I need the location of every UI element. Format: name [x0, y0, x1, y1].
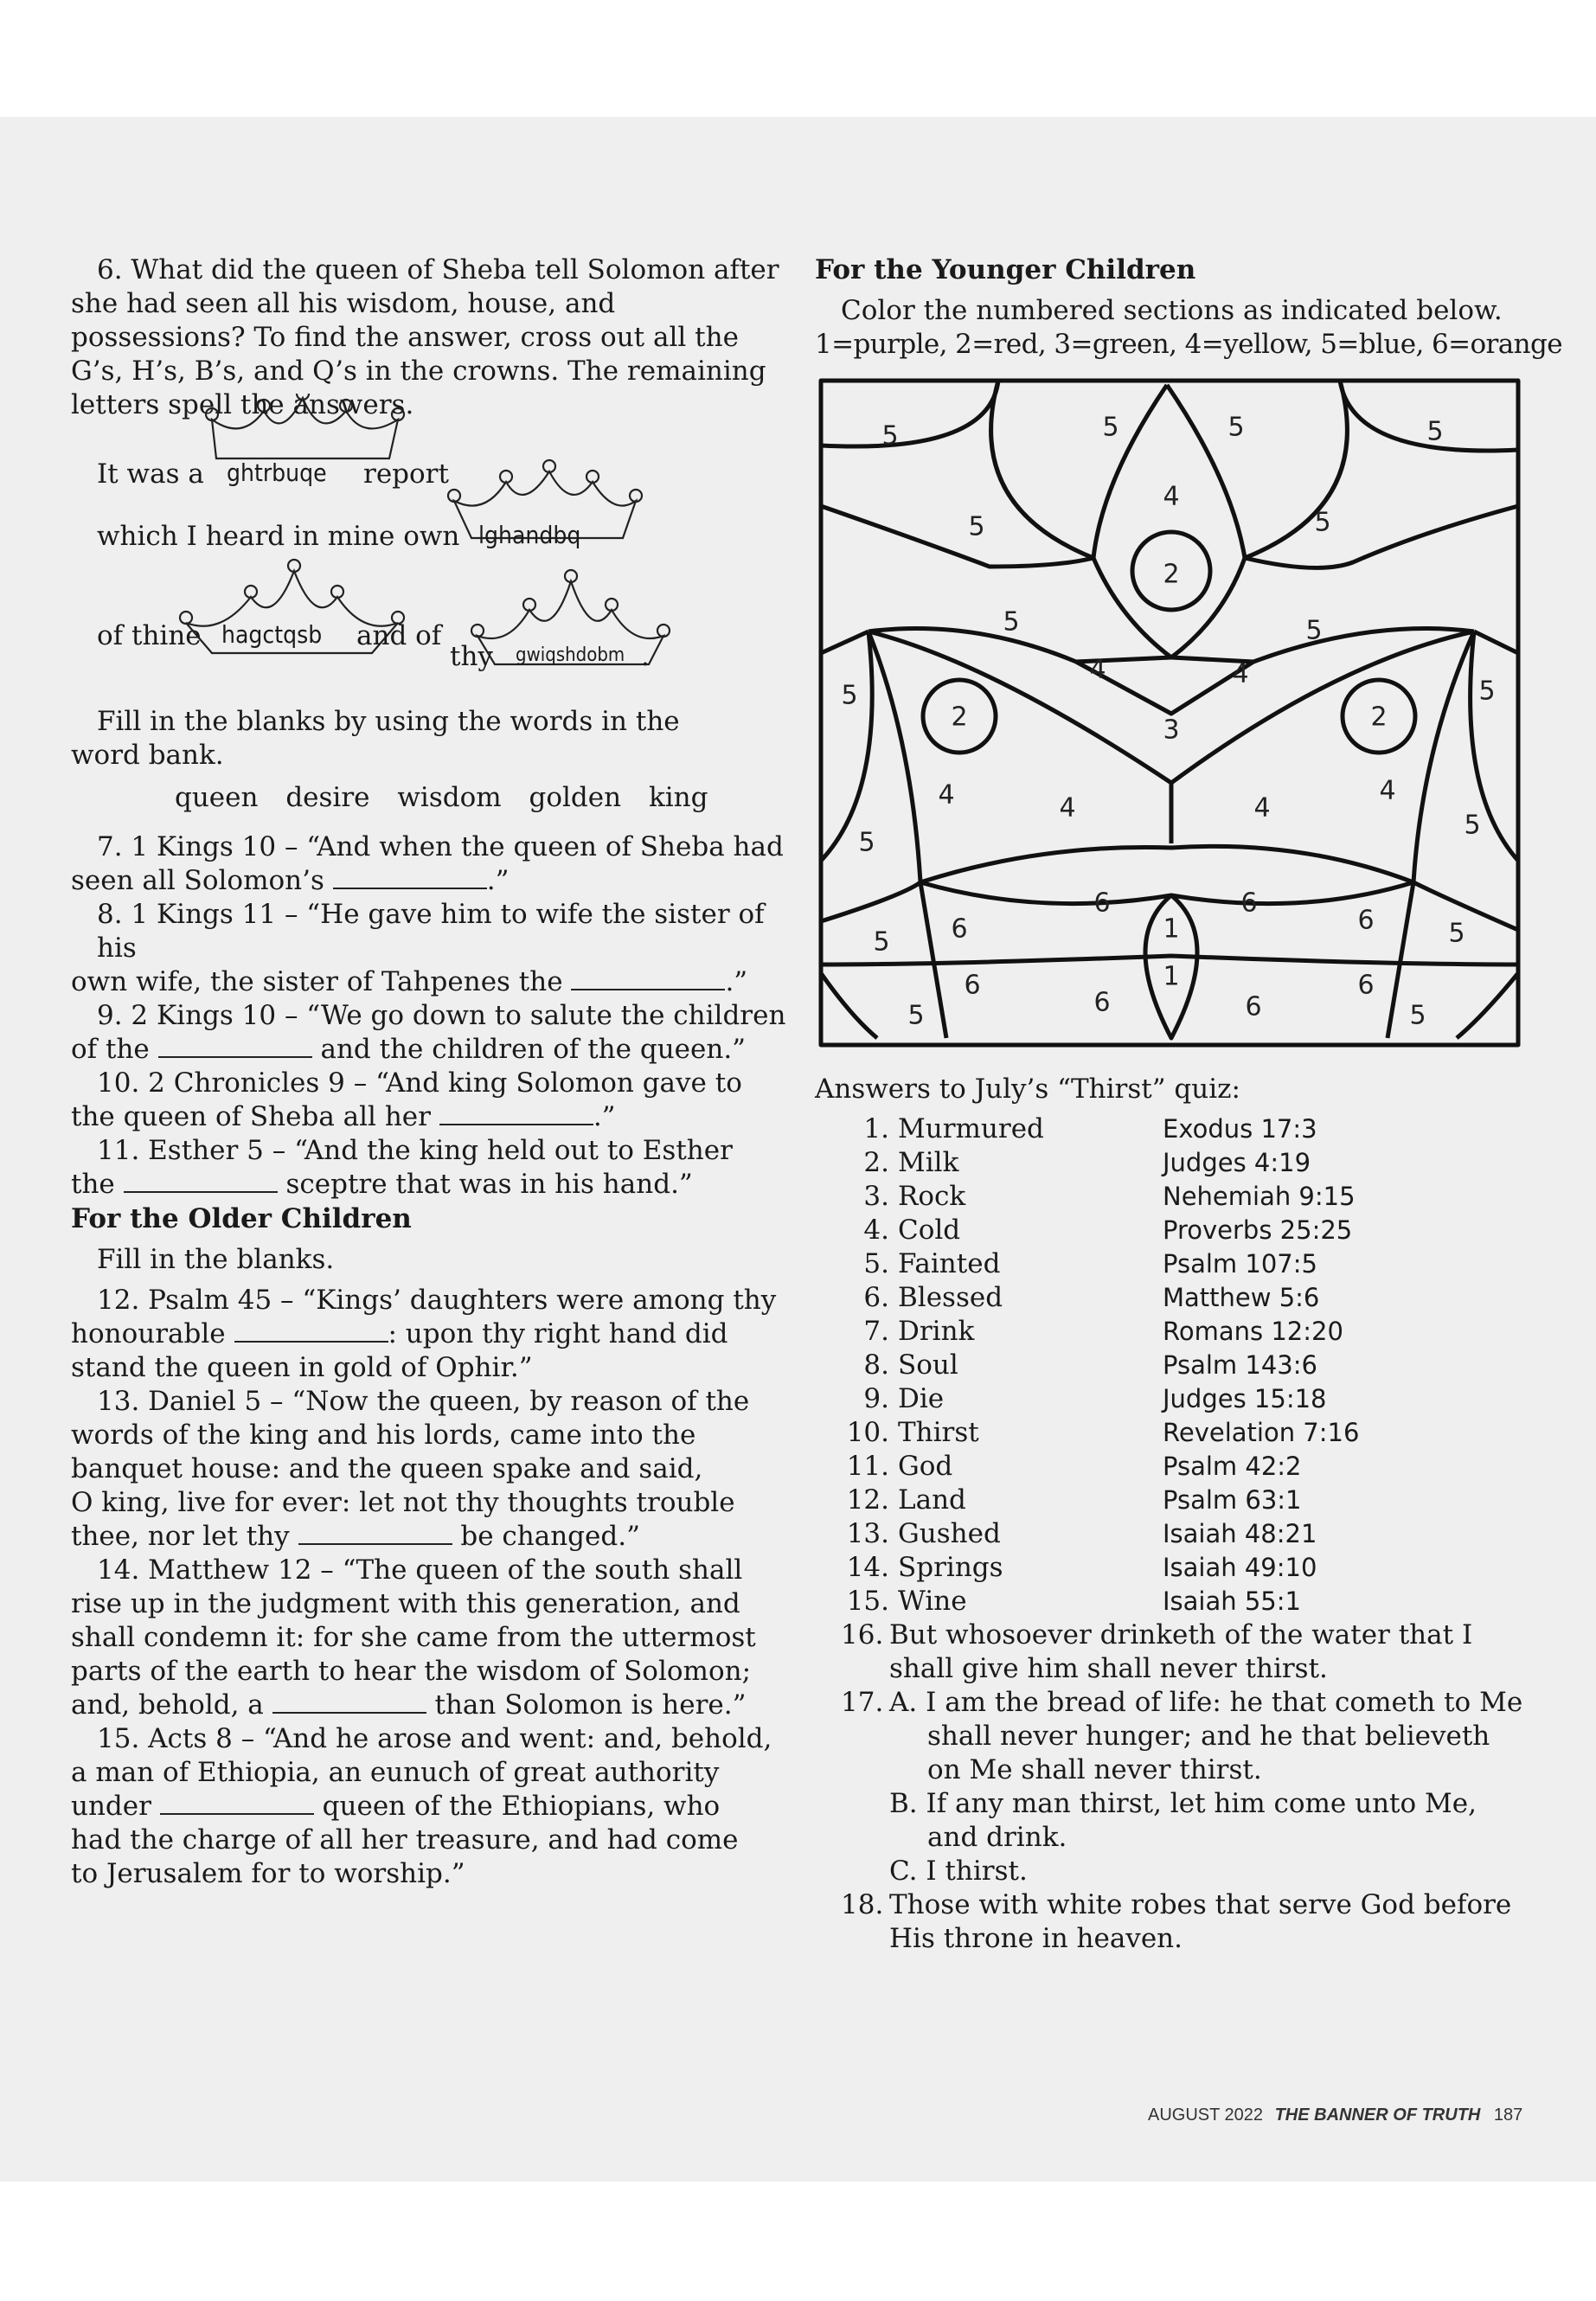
- answer-reference: Judges 4:19: [1163, 1148, 1311, 1177]
- answer-number: 10.: [846, 1417, 889, 1448]
- answer-reference: Isaiah 48:21: [1163, 1519, 1317, 1548]
- answer-17: [815, 1686, 1559, 1888]
- answers-list: [815, 1112, 1559, 1649]
- answer-text: shall give him shall never thirst.: [889, 1653, 1328, 1684]
- section-number: 1: [1163, 913, 1180, 945]
- answer-word: Soul: [898, 1349, 958, 1381]
- section-number: 5: [841, 680, 858, 711]
- section-number: 5: [881, 420, 899, 452]
- crown-line-1-suffix: report: [363, 458, 449, 490]
- page-footer: [1148, 2106, 1522, 2125]
- word-bank: [175, 781, 708, 815]
- answer-blank[interactable]: [158, 1034, 312, 1058]
- fill-instructions: Fill in the blanks by using the words in the word bank.: [71, 706, 680, 771]
- crown-word-3: hagctqsb: [221, 620, 323, 649]
- section-number: 6: [1240, 888, 1258, 919]
- answer-number: 7.: [863, 1316, 889, 1347]
- question-14-line-3: shall condemn it: for she came from the uttermost: [71, 1622, 756, 1653]
- questions-7-11: [71, 830, 789, 1202]
- section-number: 5: [1003, 606, 1020, 638]
- section-number: 5: [1409, 1000, 1426, 1031]
- answer-reference: Psalm 63:1: [1163, 1485, 1302, 1515]
- answer-reference: Psalm 107:5: [1163, 1249, 1317, 1279]
- section-number: 6: [964, 970, 981, 1001]
- older-children-instructions: Fill in the blanks.: [97, 1244, 335, 1275]
- page-number: 187: [1493, 2106, 1523, 2125]
- answer-text: But whosoever drinketh of the water that I: [889, 1619, 1473, 1650]
- answer-reference: Judges 15:18: [1163, 1384, 1327, 1413]
- question-13-line-5: thee, nor let thy be changed.”: [71, 1521, 640, 1552]
- question-14-line-5: and, behold, a than Solomon is here.”: [71, 1689, 747, 1721]
- question-14-line-2: rise up in the judgment with this generation, and: [71, 1588, 740, 1619]
- answer-number: 1.: [863, 1113, 889, 1144]
- section-number: 5: [968, 511, 985, 542]
- section-number: 5: [1305, 615, 1323, 646]
- word-bank-item: king: [648, 782, 708, 813]
- word-bank-item: desire: [285, 782, 370, 813]
- answer-word: Gushed: [898, 1518, 1001, 1549]
- section-number: 2: [951, 702, 968, 733]
- section-number: 4: [938, 779, 955, 811]
- question-13-line-4: O king, live for ever: let not thy thoughts trouble: [71, 1487, 735, 1518]
- answer-word: Murmured: [898, 1113, 1044, 1144]
- answer-text: His throne in heaven.: [889, 1923, 1183, 1954]
- answer-number: 16.: [841, 1619, 884, 1650]
- section-number: 1: [1163, 961, 1180, 992]
- section-number: 6: [1245, 991, 1262, 1022]
- question-13-line-2: words of the king and his lords, came into the: [71, 1420, 696, 1451]
- crown-word-4: gwiqshdobm: [516, 644, 625, 666]
- answer-reference: Romans 12:20: [1163, 1317, 1343, 1346]
- answer-number: 9.: [863, 1383, 889, 1414]
- answer-blank[interactable]: [439, 1101, 593, 1125]
- section-number: 5: [1227, 412, 1245, 443]
- section-number: 5: [1102, 412, 1119, 443]
- crown-word-2: lghandbq: [478, 521, 581, 549]
- section-number: 5: [873, 926, 890, 958]
- crown-line-3-mid: and of: [356, 620, 442, 651]
- answer-number: 13.: [846, 1518, 889, 1549]
- question-14-line-4: parts of the earth to hear the wisdom of Solomon;: [71, 1656, 752, 1687]
- answer-reference: Psalm 42:2: [1163, 1452, 1302, 1481]
- question-15-line-1: 15. Acts 8 – “And he arose and went: and, behold,: [97, 1723, 772, 1754]
- answer-18: [815, 1888, 1559, 1956]
- answer-word: Land: [898, 1484, 966, 1516]
- section-number: 2: [1370, 702, 1388, 733]
- answer-text: B. If any man thirst, let him come unto Me,: [889, 1788, 1477, 1819]
- answer-blank[interactable]: [298, 1521, 452, 1545]
- crown-word-1: ghtrbuqe: [227, 458, 327, 487]
- answer-word: Die: [898, 1383, 945, 1414]
- section-number: 6: [951, 913, 968, 945]
- crown-line-1: [97, 458, 204, 491]
- older-children-heading: For the Older Children: [71, 1203, 412, 1234]
- answer-word: Drink: [898, 1316, 975, 1347]
- answer-reference: Revelation 7:16: [1163, 1418, 1360, 1447]
- questions-12-15: [71, 1284, 789, 1891]
- question-12-line-1: 12. Psalm 45 – “Kings’ daughters were among thy: [97, 1285, 777, 1316]
- question-10-line-2: the queen of Sheba all her .”: [71, 1101, 616, 1132]
- answer-reference: Isaiah 55:1: [1163, 1586, 1301, 1616]
- question-13-line-3: banquet house: and the queen spake and said,: [71, 1453, 703, 1484]
- answer-word: Rock: [898, 1181, 966, 1212]
- answers-long: [815, 1618, 1559, 1956]
- younger-children-heading: For the Younger Children: [815, 254, 1196, 285]
- answer-text: Those with white robes that serve God before: [889, 1889, 1512, 1920]
- issue-date: AUGUST 2022: [1148, 2106, 1264, 2125]
- answer-number: 2.: [863, 1147, 889, 1178]
- section-number: 2: [1163, 559, 1180, 590]
- section-number: 5: [1314, 507, 1331, 538]
- question-12-line-2: honourable : upon thy right hand did: [71, 1318, 728, 1349]
- crown-line-2-prefix: which I heard in mine own: [97, 521, 460, 552]
- section-number: 4: [1059, 792, 1076, 824]
- answer-word: Blessed: [898, 1282, 1003, 1313]
- answer-reference: Matthew 5:6: [1163, 1283, 1320, 1312]
- question-12-line-3: stand the queen in gold of Ophir.”: [71, 1352, 533, 1383]
- question-14-line-1: 14. Matthew 12 – “The queen of the south shall: [97, 1554, 743, 1586]
- answers-heading: Answers to July’s “Thirst” quiz:: [815, 1074, 1240, 1105]
- answer-number: 17.: [841, 1687, 884, 1718]
- section-number: 6: [1093, 987, 1111, 1018]
- answer-number: 5.: [863, 1248, 889, 1279]
- question-15-line-4: had the charge of all her treasure, and had come: [71, 1824, 739, 1856]
- answer-word: Milk: [898, 1147, 959, 1178]
- answer-number: 4.: [863, 1215, 889, 1246]
- answer-word: Cold: [898, 1215, 961, 1246]
- section-number: 3: [1163, 715, 1180, 746]
- question-9-line-1: 9. 2 Kings 10 – “We go down to salute the children: [97, 1000, 786, 1031]
- answer-word: Fainted: [898, 1248, 1001, 1279]
- section-number: 6: [1357, 970, 1375, 1001]
- section-number: 5: [907, 1000, 925, 1031]
- question-11-line-1: 11. Esther 5 – “And the king held out to Esther: [97, 1135, 733, 1166]
- answer-blank[interactable]: [234, 1318, 388, 1343]
- question-8-line-2: own wife, the sister of Tahpenes the .”: [71, 966, 748, 997]
- question-11-line-2: the sceptre that was in his hand.”: [71, 1169, 693, 1200]
- section-number: 5: [1448, 918, 1465, 949]
- answer-word: Wine: [898, 1586, 967, 1617]
- word-bank-item: wisdom: [397, 782, 502, 813]
- answer-word: Springs: [898, 1552, 1003, 1583]
- section-number: 5: [1426, 416, 1444, 447]
- question-13-line-1: 13. Daniel 5 – “Now the queen, by reason of the: [97, 1386, 750, 1417]
- question-7-line-1: 7. 1 Kings 10 – “And when the queen of Sheba had: [97, 831, 784, 862]
- answer-reference: Exodus 17:3: [1163, 1114, 1317, 1144]
- color-instructions: Color the numbered sections as indicated below.: [841, 295, 1503, 326]
- crown-line-3-prefix: of thine: [97, 620, 202, 651]
- answer-word: Thirst: [898, 1417, 979, 1448]
- section-number: 4: [1253, 792, 1271, 824]
- answer-reference: Proverbs 25:25: [1163, 1215, 1353, 1245]
- question-15-line-5: to Jerusalem for to worship.”: [71, 1858, 465, 1889]
- answer-number: 11.: [846, 1451, 889, 1482]
- answer-blank[interactable]: [160, 1791, 314, 1815]
- word-bank-item: queen: [175, 782, 259, 813]
- answer-text: shall never hunger; and he that believeth: [927, 1721, 1490, 1752]
- answer-number: 15.: [846, 1586, 889, 1617]
- question-15-line-3: under queen of the Ethiopians, who: [71, 1791, 721, 1822]
- answer-reference: Isaiah 49:10: [1163, 1553, 1317, 1582]
- answer-blank[interactable]: [272, 1689, 426, 1714]
- crown-line-3-period: .: [641, 641, 650, 672]
- crown-line-3-thy: thy: [450, 641, 493, 672]
- answer-text: A. I am the bread of life: he that cometh to Me: [889, 1687, 1523, 1718]
- section-number: 4: [1232, 658, 1249, 689]
- question-7-line-2: seen all Solomon’s .”: [71, 865, 510, 896]
- question-15-line-2: a man of Ethiopia, an eunuch of great authority: [71, 1757, 720, 1788]
- answer-text: C. I thirst.: [889, 1856, 1028, 1887]
- answer-reference: Nehemiah 9:15: [1163, 1182, 1356, 1211]
- answer-number: 12.: [846, 1484, 889, 1516]
- answer-number: 14.: [846, 1552, 889, 1583]
- answer-blank[interactable]: [124, 1169, 278, 1193]
- section-number: 4: [1089, 654, 1106, 685]
- answer-blank[interactable]: [333, 865, 487, 889]
- answer-text: on Me shall never thirst.: [927, 1754, 1262, 1785]
- question-6: 6. What did the queen of Sheba tell Solomon after she had seen all his wisdom, house, and possessions? To find the answer, cross out all the G’s, H’s, B’s, and Q’s in the crowns. The remaining letters spell the answers.: [71, 254, 779, 420]
- answer-text: and drink.: [927, 1822, 1067, 1853]
- answer-16: [815, 1618, 1559, 1686]
- section-number: 5: [1464, 810, 1481, 841]
- answer-number: 18.: [841, 1889, 884, 1920]
- section-number: 6: [1093, 888, 1111, 919]
- answer-number: 8.: [863, 1349, 889, 1381]
- question-10-line-1: 10. 2 Chronicles 9 – “And king Solomon gave to: [97, 1067, 742, 1099]
- question-9-line-2: of the and the children of the queen.”: [71, 1034, 747, 1065]
- crown-icon: [206, 394, 404, 458]
- crown-line-1-prefix: It was a: [97, 458, 204, 490]
- publication-name: THE BANNER OF TRUTH: [1274, 2106, 1481, 2125]
- color-key: 1=purple, 2=red, 3=green, 4=yellow, 5=blue, 6=orange: [815, 329, 1562, 360]
- section-number: 5: [858, 827, 875, 858]
- section-number: 6: [1357, 905, 1375, 936]
- answer-number: 6.: [863, 1282, 889, 1313]
- section-number: 5: [1478, 676, 1496, 707]
- word-bank-item: golden: [529, 782, 622, 813]
- coloring-picture: [817, 376, 1522, 1049]
- answer-number: 3.: [863, 1181, 889, 1212]
- section-number: 4: [1379, 775, 1396, 806]
- answer-blank[interactable]: [571, 966, 725, 990]
- section-number: 4: [1163, 481, 1180, 512]
- answer-reference: Psalm 143:6: [1163, 1350, 1317, 1380]
- answer-word: God: [898, 1451, 953, 1482]
- question-8-line-1: 8. 1 Kings 11 – “He gave him to wife the sister of his: [97, 899, 765, 964]
